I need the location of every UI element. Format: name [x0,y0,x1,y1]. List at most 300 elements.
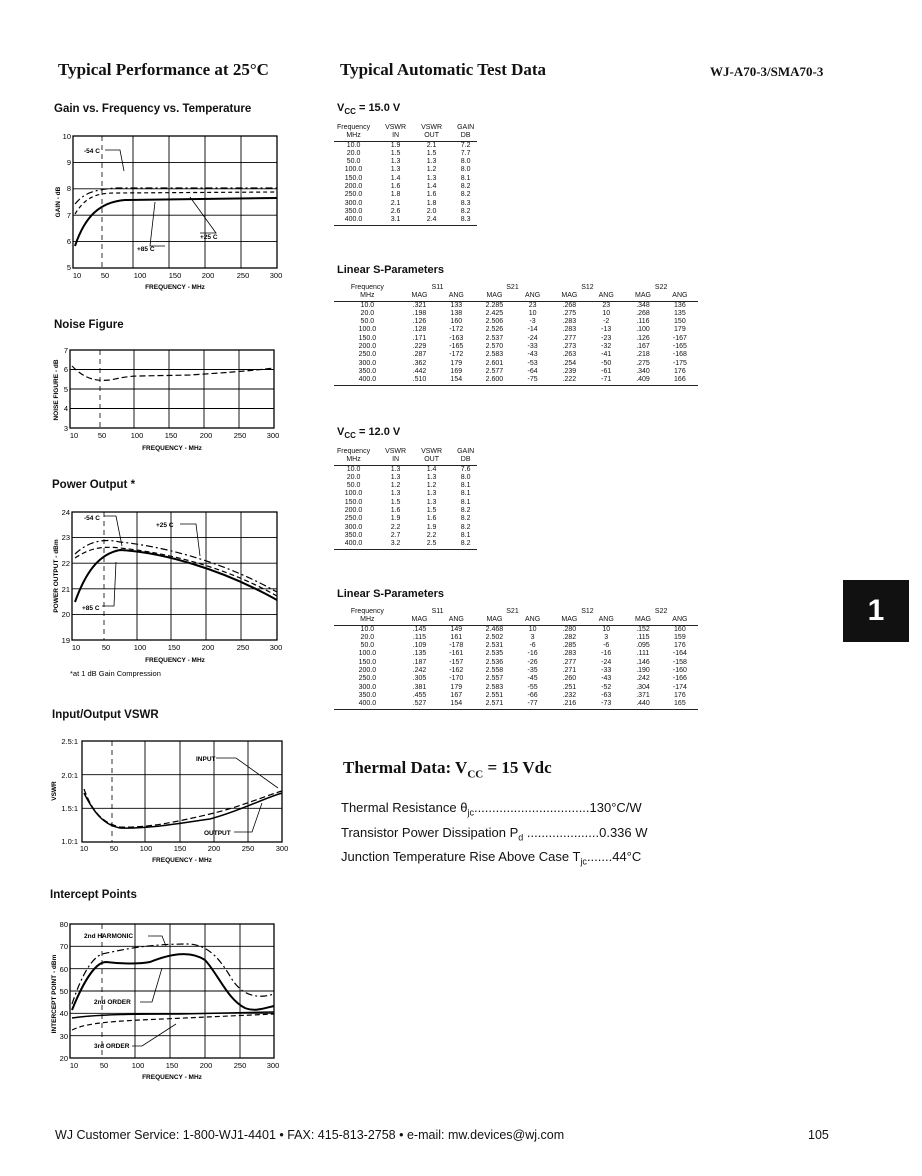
table-row [334,191,477,199]
table-header: IN [373,132,409,141]
table-cell: 23 [528,301,537,309]
table-cell: 2.285 [485,301,504,309]
power-xtick: 100 [133,643,147,652]
table-cell: .239 [562,367,577,375]
table-cell: .229 [412,343,427,351]
table-cell: 50.0 [360,318,375,326]
table-cell: 8.2 [445,540,477,549]
vswr-xlabel: FREQUENCY - MHz [152,857,212,864]
gain-ytick: 7 [66,211,71,220]
vswr-ytick: 1.0:1 [61,837,78,846]
power-chart-title: Power Output * [52,479,136,491]
table-cell: 1.2 [426,482,437,490]
table-cell: 400.0 [334,700,401,709]
intercept-xtick: 300 [266,1061,280,1070]
table-cell: 150.0 [358,334,377,342]
table-cell: -167 [672,334,687,342]
table-cell: 150 [674,318,686,326]
power-ytick: 23 [61,533,70,542]
table-header: S21 [506,608,519,615]
sparams12-title: Linear S-Parameters [337,588,444,600]
table-cell: 10.0 [346,465,361,473]
table-header: ANG [438,292,474,301]
table-cell: 200.0 [344,183,363,191]
vswr-ylabel: VSWR [51,781,58,801]
vswr-xtick: 100 [139,844,153,853]
table-header: ANG [662,292,698,301]
table-header: S22 [654,608,668,615]
gain-label-room: +25 C [200,234,218,241]
table-row [334,150,477,158]
table-cell: 2.583 [485,683,504,691]
table-header: GAIN [457,448,475,455]
gain-ytick: 6 [66,237,71,246]
gain-chart-title: Gain vs. Frequency vs. Temperature [54,103,252,115]
table-cell: .100 [636,326,650,334]
table-cell: 250.0 [358,675,377,683]
table-row [334,499,477,507]
table-cell: .218 [636,351,650,359]
table-cell: 1.3 [426,158,437,166]
noise-curve [72,366,274,380]
table-row [334,650,698,658]
table-cell: 2.2 [390,523,401,531]
table-row [334,318,698,326]
table-cell: -175 [672,359,687,367]
intercept-ytick: 40 [59,1009,68,1018]
vcc15-table [334,124,477,226]
table-cell: .305 [412,675,427,683]
table-row [334,166,477,174]
table-cell: 133 [450,301,463,309]
noise-xtick: 150 [164,431,178,440]
table-cell: 8.1 [460,490,471,498]
part-number: WJ-A70-3/SMA70-3 [710,64,824,79]
table-cell: .145 [412,625,427,633]
gain-ylabel: GAIN - dB [55,186,62,218]
intercept-label-3rd-order: 3rd ORDER [94,1043,130,1050]
power-footnote: *at 1 dB Gain Compression [70,669,161,678]
table-row [334,659,698,667]
power-xlabel: FREQUENCY - MHz [145,657,205,664]
table-cell: 50.0 [346,158,361,166]
table-header: OUT [409,132,445,141]
intercept-xtick: 100 [131,1061,145,1070]
table-cell: 8.2 [460,515,471,523]
table-cell: 2.5 [409,540,445,549]
table-cell: 3 [604,633,609,641]
table-header: S11 [431,608,444,615]
table-row [334,474,477,482]
table-header: MHz [334,616,401,625]
table-header: S12 [581,284,594,291]
table-cell: 1.9 [426,523,437,531]
vcc15-label [337,102,400,116]
table-row [334,200,477,208]
table-cell: 1.3 [390,465,401,473]
table-cell: 150.0 [344,174,363,182]
table-header: Frequency [337,448,371,455]
vswr-ytick: 2.0:1 [61,771,78,780]
table-cell: 10.0 [360,625,375,633]
table-cell: 2.601 [485,359,504,367]
table-cell: -168 [672,351,687,359]
table-cell: 2.526 [485,326,504,334]
table-cell: .251 [562,683,577,691]
table-cell: 300.0 [358,683,377,691]
table-cell: .115 [412,633,427,641]
table-cell: 2.502 [485,633,504,641]
table-cell: 100.0 [344,166,363,174]
table-cell: 1.3 [426,174,437,182]
table-cell: 10 [602,625,611,633]
table-cell: .371 [636,691,650,699]
table-cell: 350.0 [344,207,363,215]
table-header: MAG [401,616,438,625]
table-cell: -170 [449,675,464,683]
page-number: 105 [808,1128,829,1142]
intercept-xtick: 10 [69,1061,79,1070]
table-header: MHz [334,456,373,465]
vswr-xtick: 50 [109,844,119,853]
table-cell: 165 [662,700,698,709]
table-cell: .116 [636,318,650,326]
table-cell: 2.537 [485,334,504,342]
table-row [334,667,698,675]
vswr-chart-title: Input/Output VSWR [52,709,159,721]
table-cell: .268 [562,301,577,309]
table-cell: .409 [624,376,661,385]
vcc12-label-rest: = 12.0 V [355,426,401,438]
table-cell: 1.5 [426,149,437,157]
table-cell: .268 [636,309,650,317]
table-header: ANG [438,616,474,625]
table-cell: 1.3 [390,158,401,166]
table-header: ANG [588,616,624,625]
table-cell: .115 [636,633,650,641]
table-cell: -161 [449,650,464,658]
table-header: MAG [474,292,514,301]
table-cell: .216 [551,700,588,709]
power-ytick: 22 [61,559,70,568]
table-row [334,700,698,709]
center-header-title: Typical Automatic Test Data [340,60,547,79]
table-cell: .260 [562,675,577,683]
table-cell: 1.3 [390,473,401,481]
table-cell: 160 [674,625,686,633]
table-cell: 400.0 [334,540,373,549]
table-row [334,540,477,549]
table-cell: 350.0 [358,367,377,375]
thermal-row: Transistor Power Dissipation $P_d$ ....................0.336 W [341,824,648,843]
table-header: MHz [334,132,373,141]
table-header: MAG [551,292,588,301]
table-cell: -2 [603,318,610,326]
table-row [334,343,698,351]
table-cell: -71 [588,376,624,385]
table-row [334,335,698,343]
gain-xtick: 250 [236,271,250,280]
noise-chart [40,340,290,458]
table-cell: -164 [672,650,687,658]
table-cell: -166 [672,675,687,683]
table-header: OUT [409,456,445,465]
gain-curve-cold [75,188,277,204]
table-cell: .510 [401,376,438,385]
table-cell: 2.2 [426,531,437,539]
table-row [334,482,477,490]
intercept-chart-title: Intercept Points [50,889,137,901]
table-cell: 300.0 [344,523,363,531]
vswr-xtick: 10 [79,844,89,853]
table-cell: .348 [636,301,650,309]
table-cell: 176 [674,642,686,650]
noise-ytick: 3 [63,424,68,433]
table-cell: 3.1 [373,216,409,225]
table-cell: .440 [624,700,661,709]
gain-curve-hot [75,198,277,246]
table-header: ANG [662,616,698,625]
gain-label-hot: +85 C [137,246,155,253]
table-cell: 138 [450,309,463,317]
table-cell: .242 [412,667,427,675]
table-cell: .340 [636,367,650,375]
power-xtick: 150 [167,643,181,652]
footer-contact: WJ Customer Service: 1-800-WJ1-4401 • FAX: 415-813-2758 • e-mail: mw.devices@wj.com [55,1128,565,1142]
table-cell: 300.0 [344,199,363,207]
table-cell: 20.0 [346,149,361,157]
table-header: S21 [506,284,519,291]
gain-xtick: 100 [133,271,147,280]
intercept-xtick: 50 [99,1061,109,1070]
table-cell: 100.0 [358,326,377,334]
table-cell: 150.0 [358,658,377,666]
power-label-room: +25 C [156,522,174,529]
table-row [334,141,477,150]
table-cell: 20.0 [360,633,375,641]
table-cell: -77 [515,700,551,709]
table-cell: 2.570 [485,343,504,351]
table-cell: .095 [636,642,650,650]
table-cell: 1.2 [426,166,437,174]
table-cell: 1.6 [390,183,401,191]
table-header: VSWR [421,124,443,131]
table-cell: 179 [450,683,463,691]
table-cell: .271 [562,667,577,675]
table-cell: 2.468 [485,625,504,633]
gain-ytick: 9 [66,158,71,167]
gain-curve-room [75,192,277,214]
vcc15-label-main: V [337,102,345,114]
thermal-title-pre: Thermal Data: V [343,758,468,777]
intercept-ytick: 30 [59,1032,68,1041]
table-cell: 200.0 [358,343,377,351]
intercept-ytick: 60 [59,965,68,974]
table-row [334,507,477,515]
table-cell: 8.1 [460,531,471,539]
table-cell: .128 [412,326,427,334]
table-cell: -61 [601,367,612,375]
vswr-xtick: 250 [241,844,255,853]
noise-xtick: 100 [130,431,144,440]
table-cell: -24 [601,658,612,666]
table-cell: .222 [551,376,588,385]
table-cell: -160 [672,667,687,675]
table-cell: 166 [662,376,698,385]
table-cell: 2.571 [474,700,514,709]
table-cell: .362 [412,359,427,367]
power-ytick: 19 [61,636,70,645]
table-cell: -158 [672,658,687,666]
table-cell: 2.536 [485,658,504,666]
table-cell: 8.1 [460,174,471,182]
table-cell: 1.6 [390,507,401,515]
table-cell: 400.0 [334,216,373,225]
power-xtick: 300 [269,643,283,652]
table-cell: -53 [527,359,538,367]
intercept-chart [40,914,290,1090]
table-cell: .381 [412,683,427,691]
table-cell: 3.2 [373,540,409,549]
table-cell: -24 [527,334,538,342]
table-cell: 159 [674,633,686,641]
table-cell: 50.0 [360,642,375,650]
thermal-title [343,758,552,780]
table-cell: -33 [527,343,538,351]
table-row [334,532,477,540]
table-cell: 136 [674,301,686,309]
table-cell: 1.6 [426,515,437,523]
noise-xlabel: FREQUENCY - MHz [142,445,202,452]
table-header: MAG [551,616,588,625]
noise-xtick: 300 [266,431,280,440]
noise-ytick: 5 [63,385,68,394]
table-cell: 8.3 [445,216,477,225]
left-header-title: Typical Performance at 25°C [58,60,269,79]
table-cell: 10 [602,309,611,317]
vswr-chart [40,731,295,867]
table-cell: 167 [450,691,463,699]
table-cell: 8.2 [460,207,471,215]
table-cell: 10.0 [346,141,361,149]
table-cell: 2.506 [485,318,504,326]
table-header: Frequency [350,284,384,291]
table-cell: 200.0 [358,667,377,675]
table-cell: -63 [601,691,612,699]
intercept-label-2nd-order: 2nd ORDER [94,999,131,1006]
table-cell: 161 [450,633,463,641]
table-cell: .527 [401,700,438,709]
table-header: Frequency [350,608,384,615]
sparams15-table [334,284,698,386]
table-cell: -50 [601,359,612,367]
table-cell: .455 [412,691,427,699]
intercept-xlabel: FREQUENCY - MHz [142,1074,202,1081]
table-cell: 8.2 [460,507,471,515]
vswr-xtick: 150 [173,844,187,853]
table-cell: 8.1 [460,482,471,490]
table-cell: -43 [601,675,612,683]
table-cell: -52 [601,683,612,691]
table-cell: .263 [562,351,577,359]
table-cell: 1.3 [426,490,437,498]
table-cell: 7.7 [460,149,471,157]
table-cell: 176 [674,367,686,375]
table-row [334,183,477,191]
table-header: VSWR [385,448,407,455]
table-cell: 10.0 [360,301,375,309]
table-cell: .242 [636,675,650,683]
thermal-title-post: = 15 Vdc [483,758,552,777]
table-cell: -6 [603,642,610,650]
table-header: ANG [588,292,624,301]
table-cell: -75 [515,376,551,385]
table-cell: .287 [412,351,427,359]
intercept-xtick: 200 [199,1061,213,1070]
table-cell: 1.9 [390,515,401,523]
gain-ytick: 8 [66,184,71,193]
table-cell: 160 [450,318,463,326]
table-row [334,310,698,318]
power-ylabel: POWER OUTPUT - dBm [53,539,60,613]
vcc15-label-rest: = 15.0 V [355,102,401,114]
vswr-label-input: INPUT [196,756,216,763]
table-cell: .190 [636,667,650,675]
gain-xlabel: FREQUENCY - MHz [145,284,205,291]
table-cell: 50.0 [346,482,361,490]
table-row [334,360,698,368]
sparams12-table [334,608,698,710]
table-cell: 149 [450,625,463,633]
table-cell: 8.2 [460,183,471,191]
table-cell: 1.4 [426,183,437,191]
table-cell: -165 [449,343,464,351]
table-cell: 350.0 [344,531,363,539]
table-row [334,625,698,634]
table-row [334,675,698,683]
table-row [334,524,477,532]
table-cell: -157 [449,658,464,666]
table-header: GAIN [457,124,475,131]
table-cell: 1.6 [426,191,437,199]
table-cell: .283 [562,326,577,334]
noise-xtick: 250 [233,431,247,440]
noise-ytick: 4 [63,404,68,413]
power-label-cold: -54 C [84,515,100,522]
table-cell: 1.4 [426,465,437,473]
table-cell: -26 [527,658,538,666]
table-cell: .126 [412,318,427,326]
table-cell: 154 [438,700,474,709]
noise-xtick: 10 [69,431,79,440]
table-cell: -178 [449,642,464,650]
table-cell: .275 [636,359,650,367]
table-cell: .277 [562,658,577,666]
table-cell: 8.2 [460,523,471,531]
power-label-hot: +85 C [82,605,100,612]
table-cell: -64 [527,367,538,375]
table-cell: 2.535 [485,650,504,658]
vswr-ytick: 2.5:1 [61,737,78,746]
table-cell: 7.6 [460,465,471,473]
table-cell: -13 [601,326,612,334]
intercept-ytick: 50 [59,987,68,996]
vswr-xtick: 300 [275,844,289,853]
table-cell: 20.0 [360,309,375,317]
vcc12-table [334,448,477,550]
power-ytick: 24 [61,508,70,517]
table-cell: .187 [412,658,427,666]
